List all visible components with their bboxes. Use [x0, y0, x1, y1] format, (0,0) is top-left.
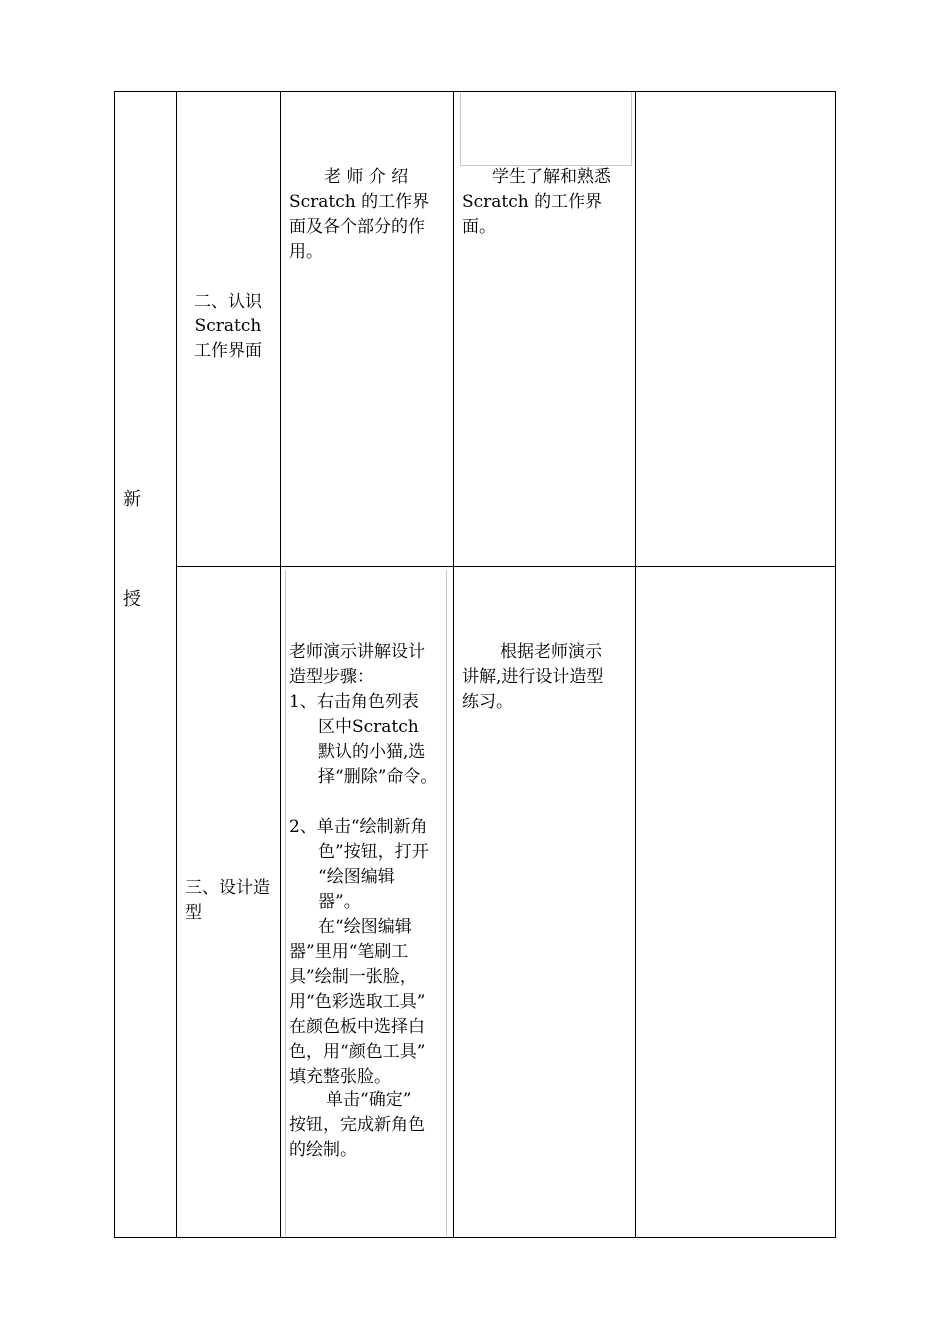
- row2-teacher-line: 择“删除”命令。: [318, 767, 438, 787]
- row2-teacher-line: 用“色彩选取工具”: [289, 992, 426, 1012]
- row1-stage-line: 工作界面: [194, 341, 262, 361]
- embedded-frame: [460, 92, 632, 166]
- row2-teacher-line: 色，用“颜色工具”: [289, 1042, 426, 1062]
- row2-teacher-line: 2、单击“绘制新角: [289, 817, 428, 837]
- row-divider: [176, 566, 835, 567]
- row1-teacher-line: 面及各个部分的作: [289, 217, 425, 237]
- row2-teacher-line: 默认的小猫,选: [318, 742, 426, 762]
- row2-teacher-line: 在“绘图编辑: [318, 917, 412, 937]
- column-divider: [176, 92, 177, 1237]
- row2-teacher-line: 的绘制。: [289, 1140, 357, 1160]
- row1-student-line: 面。: [462, 217, 496, 237]
- row1-student-line: Scratch 的工作界: [462, 192, 603, 212]
- row2-teacher-line: “绘图编辑: [318, 867, 395, 887]
- column-divider: [635, 92, 636, 1237]
- row2-student-line: 讲解,进行设计造型: [462, 667, 604, 687]
- section-label-char-1: 新: [123, 489, 141, 510]
- row2-teacher-line: 区中Scratch: [318, 717, 419, 737]
- row2-teacher-line: 器”里用“笔刷工: [289, 942, 409, 962]
- row1-stage-line: 二、认识: [194, 292, 262, 312]
- row2-teacher-line: 1、右击角色列表: [289, 692, 419, 712]
- row2-student-line: 练习。: [462, 692, 513, 712]
- row2-teacher-line: 造型步骤：: [289, 667, 374, 687]
- inner-rule: [446, 570, 447, 1236]
- row2-student-line: 根据老师演示: [500, 642, 602, 662]
- inner-rule: [285, 570, 286, 1236]
- row2-teacher-line: 老师演示讲解设计: [289, 642, 425, 662]
- row2-teacher-line: 在颜色板中选择白: [289, 1017, 425, 1037]
- row2-stage-line: 型: [185, 903, 202, 923]
- row2-teacher-line: 具”绘制一张脸，: [289, 967, 417, 987]
- row1-teacher-line: 老 师 介 绍: [324, 167, 409, 187]
- row1-teacher-line: 用。: [289, 242, 323, 262]
- row1-teacher-line: Scratch 的工作界: [289, 192, 430, 212]
- row2-teacher-line: 色”按钮，打开: [318, 842, 429, 862]
- column-divider: [453, 92, 454, 1237]
- row2-teacher-line: 器”。: [318, 892, 361, 912]
- row2-teacher-line: 填充整张脸。: [289, 1067, 391, 1087]
- row2-teacher-line: 按钮，完成新角色: [289, 1115, 425, 1135]
- row1-stage-line: Scratch: [194, 316, 262, 336]
- row2-teacher-line: 单击“确定”: [326, 1090, 412, 1110]
- row2-stage-line: 三、设计造: [185, 878, 270, 898]
- row1-student-line: 学生了解和熟悉: [492, 167, 611, 187]
- column-divider: [280, 92, 281, 1237]
- section-label-char-2: 授: [123, 589, 141, 610]
